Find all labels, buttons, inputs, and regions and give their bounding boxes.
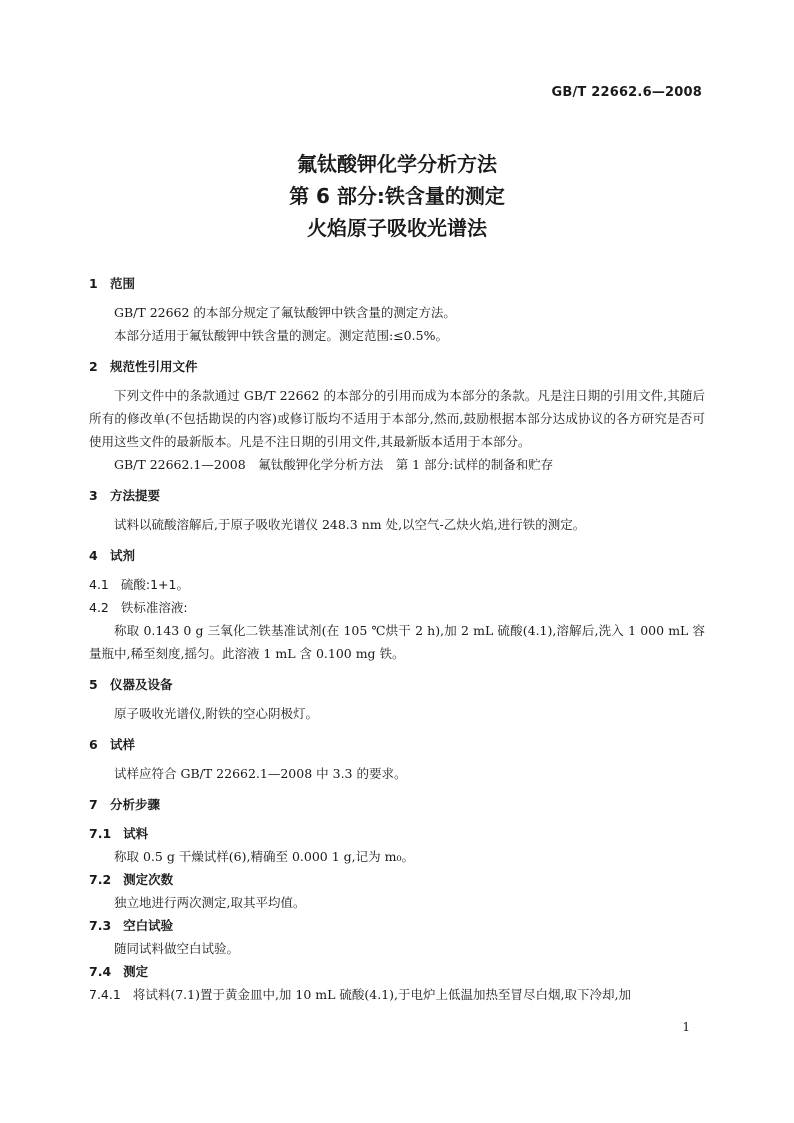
title-line-3: 火焰原子吸收光谱法 [307, 216, 487, 240]
standard-number: GB/T 22662.6—2008 [551, 85, 702, 100]
section-heading-3: 3 方法提要 [89, 488, 161, 503]
paragraph: 下列文件中的条款通过 GB/T 22662 的本部分的引用而成为本部分的条款。凡是注日期的引用文件,其随后所有的修改单(不包括勘误的内容)或修订版均不适用于本部分,然而,鼓励根据本部分达成协议的各方研究是否可使用这些文件的最新版本。凡是不注日期的引用文件,其最新版本适用于本部分。 [89, 388, 705, 449]
paragraph: GB/T 22662 的本部分规定了氟钛酸钾中铁含量的测定方法。 [114, 305, 456, 320]
section-heading-4: 4 试剂 [89, 548, 136, 563]
section-heading-7: 7 分析步骤 [89, 797, 161, 812]
clause-7-3: 7.3 空白试验 [89, 918, 174, 933]
clause-7-2: 7.2 测定次数 [89, 872, 174, 887]
title-line-2: 第 6 部分:铁含量的测定 [289, 184, 505, 208]
paragraph: 称取 0.143 0 g 三氧化二铁基准试剂(在 105 ℃烘干 2 h),加 2 mL 硫酸(4.1),溶解后,洗入 1 000 mL 容量瓶中,稀至刻度,摇匀。此溶液 1 mL 含 0.100 mg 铁。 [89, 623, 705, 661]
clause-7-4: 7.4 测定 [89, 964, 149, 979]
title-line-1: 氟钛酸钾化学分析方法 [297, 152, 497, 176]
paragraph: 称取 0.5 g 干燥试样(6),精确至 0.000 1 g,记为 m₀。 [114, 849, 414, 864]
paragraph: 原子吸收光谱仪,附铁的空心阴极灯。 [114, 706, 318, 721]
paragraph: 本部分适用于氟钛酸钾中铁含量的测定。测定范围:≤0.5%。 [114, 328, 448, 343]
clause-4-2: 4.2 铁标准溶液: [89, 600, 188, 615]
clause-7-4-1: 7.4.1 将试料(7.1)置于黄金皿中,加 10 mL 硫酸(4.1),于电炉上低温加热至冒尽白烟,取下冷却,加 [89, 987, 631, 1002]
clause-7-1: 7.1 试料 [89, 826, 149, 841]
page-number: 1 [682, 1020, 690, 1034]
clause-4-1: 4.1 硫酸:1+1。 [89, 577, 189, 592]
paragraph: 试样应符合 GB/T 22662.1—2008 中 3.3 的要求。 [114, 766, 407, 781]
section-heading-2: 2 规范性引用文件 [89, 359, 198, 374]
document-title [0, 148, 794, 244]
normative-reference: GB/T 22662.1—2008 氟钛酸钾化学分析方法 第 1 部分:试样的制备和贮存 [114, 457, 554, 472]
document-body [89, 272, 705, 1006]
section-heading-5: 5 仪器及设备 [89, 677, 173, 692]
section-heading-1: 1 范围 [89, 276, 136, 291]
section-heading-6: 6 试样 [89, 737, 136, 752]
paragraph: 试料以硫酸溶解后,于原子吸收光谱仪 248.3 nm 处,以空气-乙炔火焰,进行铁的测定。 [114, 517, 586, 532]
paragraph: 随同试料做空白试验。 [114, 941, 240, 956]
paragraph: 独立地进行两次测定,取其平均值。 [114, 895, 306, 910]
